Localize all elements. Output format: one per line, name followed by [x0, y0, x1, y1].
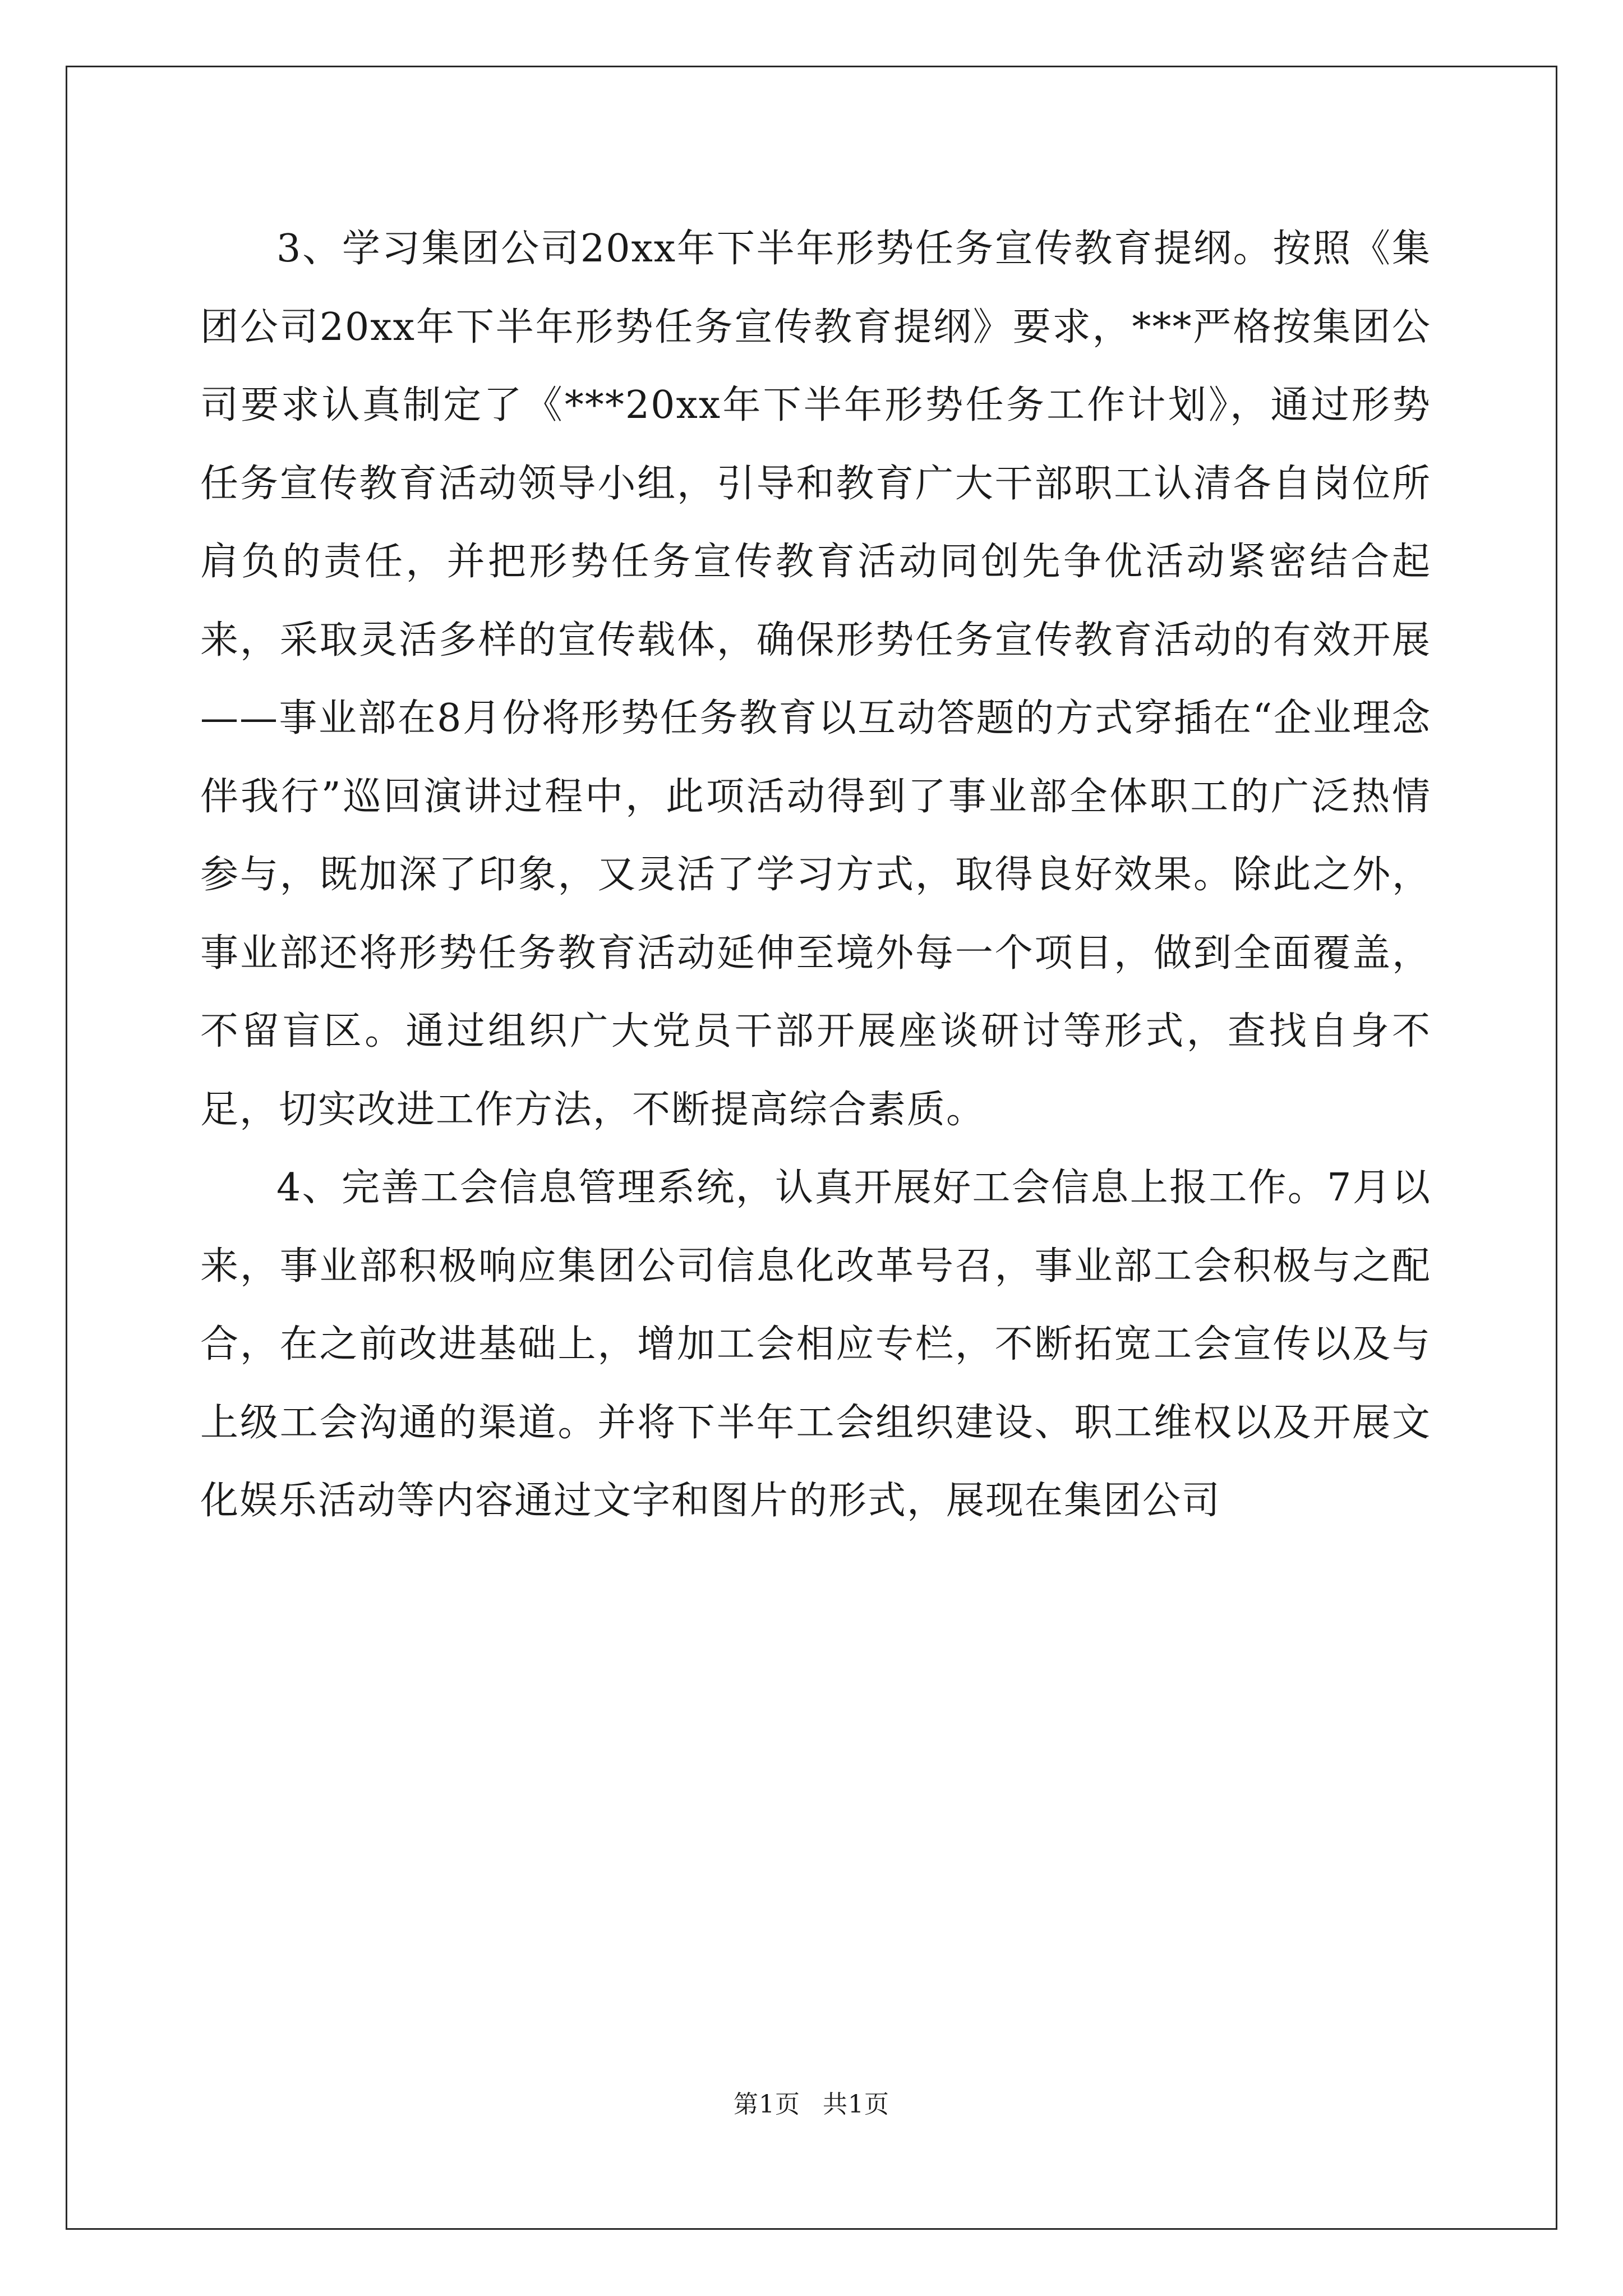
page-number-total: 共1页	[823, 2090, 889, 2119]
document-body	[200, 210, 1431, 1540]
page-number-current: 第1页	[734, 2090, 800, 2119]
paragraph-3: 3、学习集团公司20xx年下半年形势任务宣传教育提纲。按照《集团公司20xx年下半年形势任务宣传教育提纲》要求，***严格按集团公司要求认真制定了《***20xx年下半年形势任务工作计划》，通过形势任务宣传教育活动领导小组，引导和教育广大干部职工认清各自岗位所肩负的责任，并把形势任务宣传教育活动同创先争优活动紧密结合起来，采取灵活多样的宣传载体，确保形势任务宣传教育活动的有效开展——事业部在8月份将形势任务教育以互动答题的方式穿插在“企业理念伴我行”巡回演讲过程中，此项活动得到了事业部全体职工的广泛热情参与，既加深了印象，又灵活了学习方式，取得良好效果。除此之外，事业部还将形势任务教育活动延伸至境外每一个项目，做到全面覆盖，不留盲区。通过组织广大党员干部开展座谈研讨等形式，查找自身不足，切实改进工作方法，不断提高综合素质。	[200, 227, 1431, 1132]
paragraph-4: 4、完善工会信息管理系统，认真开展好工会信息上报工作。7月以来，事业部积极响应集团公司信息化改革号召，事业部工会积极与之配合，在之前改进基础上，增加工会相应专栏，不断拓宽工会宣传以及与上级工会沟通的渠道。并将下半年工会组织建设、职工维权以及开展文化娱乐活动等内容通过文字和图片的形式，展现在集团公司	[200, 1166, 1431, 1523]
page-footer	[0, 2084, 1623, 2120]
